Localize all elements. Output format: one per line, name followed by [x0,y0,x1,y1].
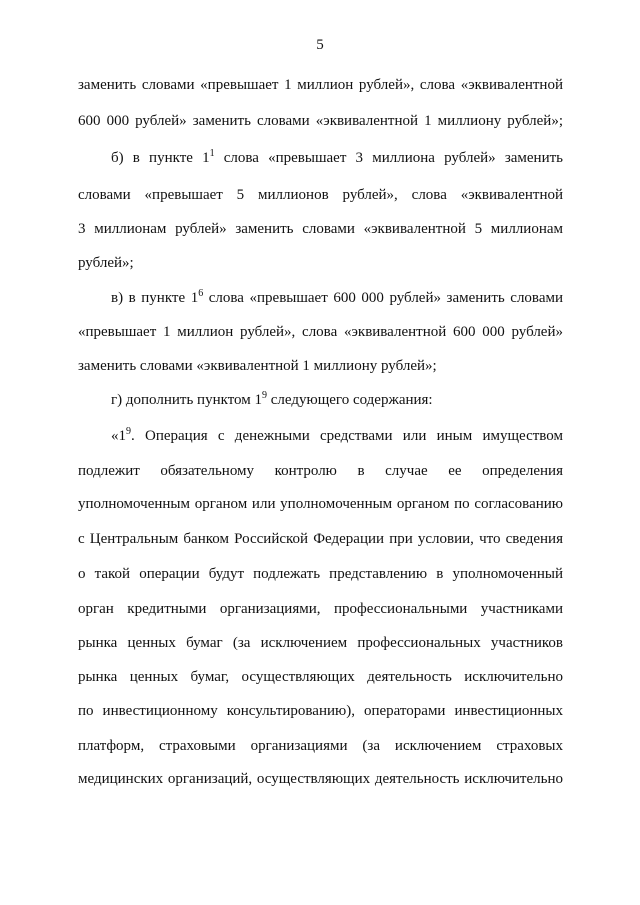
text-line: словами «превышает 5 миллионов рублей», слова «эквивалентной [78,187,563,203]
text-line: рынка ценных бумаг, осуществляющих деятельность исключительно [78,669,563,685]
text-line: заменить словами «эквивалентной 1 миллиону рублей»; [78,358,437,374]
text-line: медицинских организаций, осуществляющих деятельность исключительно [78,771,563,787]
text-line: о такой операции будут подлежать представлению в уполномоченный [78,566,563,582]
text-segment: «1 [111,428,126,444]
text-line: рублей»; [78,255,134,271]
text-line: 3 миллионам рублей» заменить словами «эквивалентной 5 миллионам [78,221,563,237]
text-line: орган кредитными организациями, профессиональными участниками [78,601,563,617]
text-segment: следующего содержания: [267,392,433,408]
text-line: уполномоченным органом или уполномоченным органом по согласованию [78,496,563,512]
superscript: 9 [126,426,131,437]
superscript: 1 [209,148,215,159]
text-line [111,391,563,409]
text-line: 600 000 рублей» заменить словами «эквивалентной 1 миллиону рублей»; [78,113,563,129]
page-number: 5 [316,37,324,53]
text-line [111,427,563,445]
text-segment: слова «превышает 600 000 рублей» заменить словами [203,290,563,306]
text-line [111,149,563,167]
text-line: «превышает 1 миллион рублей», слова «эквивалентной 600 000 рублей» [78,324,563,340]
text-line: заменить словами «превышает 1 миллион рублей», слова «эквивалентной [78,77,563,93]
text-segment: слова «превышает 3 миллиона рублей» заменить [214,150,563,166]
text-line: подлежит обязательному контролю в случае ее определения [78,463,563,479]
text-segment: г) дополнить пунктом 1 [111,392,263,408]
text-segment: б) в пункте 1 [111,150,210,166]
text-line: по инвестиционному консультированию), операторами инвестиционных [78,703,563,719]
text-segment: . Операция с денежными средствами или иным имуществом [131,428,563,444]
text-line: платформ, страховыми организациями (за исключением страховых [78,738,563,754]
superscript: 6 [198,288,204,299]
text-line: с Центральным банком Российской Федерации при условии, что сведения [78,531,563,547]
superscript: 9 [262,390,268,401]
text-segment: в) в пункте 1 [111,290,199,306]
text-line [111,289,563,307]
text-line: рынка ценных бумаг (за исключением профессиональных участников [78,635,563,651]
